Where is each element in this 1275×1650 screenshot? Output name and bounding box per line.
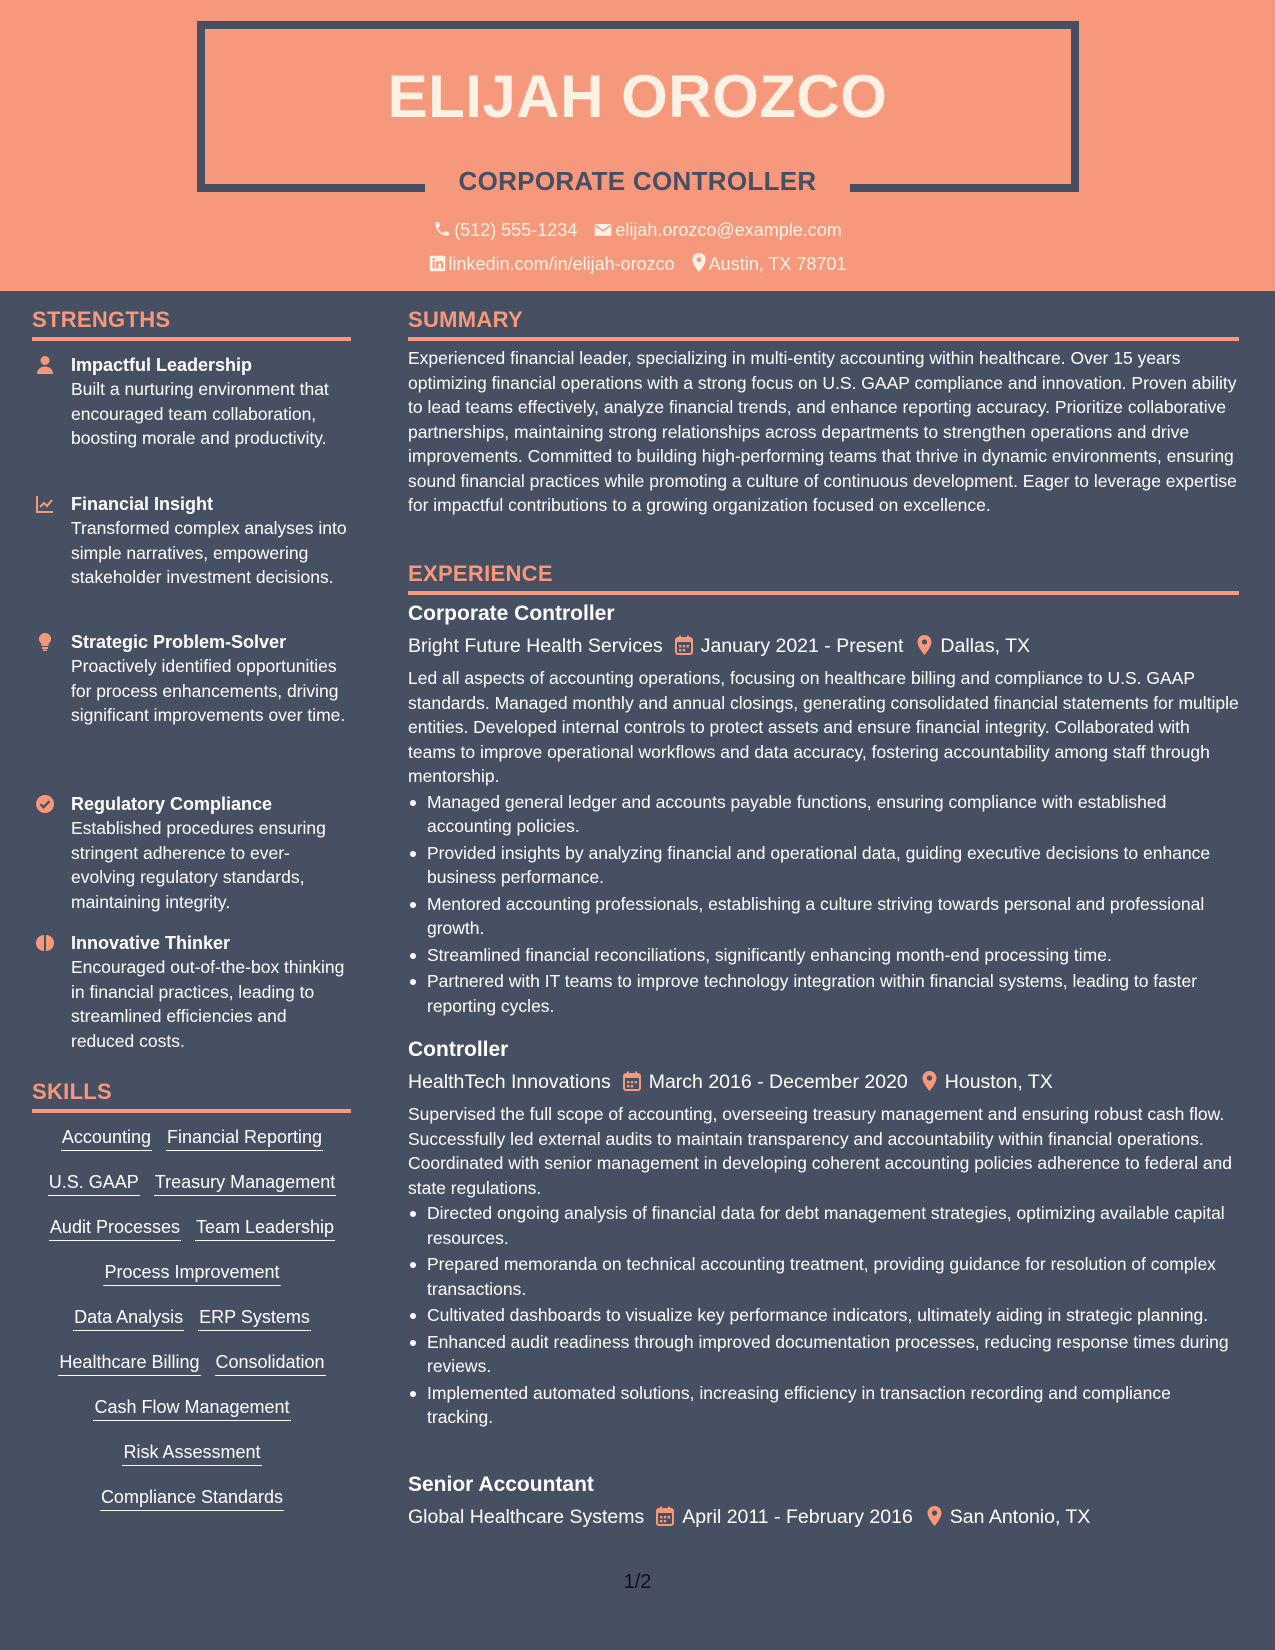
calendar-icon <box>656 1506 674 1526</box>
email-contact[interactable]: elijah.orozco@example.com <box>594 220 841 241</box>
calendar-icon <box>623 1071 641 1091</box>
map-pin-icon <box>927 1506 942 1526</box>
skills-heading: SKILLS <box>32 1079 113 1104</box>
job-bullet: Cultivated dashboards to visualize key performance indicators, ultimately aiding in strategic planning. <box>408 1303 1240 1328</box>
job-role: Senior Accountant <box>408 1473 594 1496</box>
job-bullet: Implemented automated solutions, increasing efficiency in transaction recording and compliance tracking. <box>408 1381 1240 1430</box>
resume-header <box>0 0 1275 291</box>
chart-line-icon <box>35 494 55 514</box>
job-bullet: Mentored accounting professionals, establishing a culture striving towards personal and professional growth. <box>408 892 1240 941</box>
experience-heading: EXPERIENCE <box>408 561 553 586</box>
contact-row <box>0 253 1275 275</box>
skill-tag: Data Analysis <box>73 1304 184 1331</box>
strength-title: Financial Insight <box>71 494 214 514</box>
job-company: Global Healthcare Systems <box>408 1506 645 1528</box>
job-bullet: Prepared memoranda on technical accounting treatment, providing guidance for resolution of complex transactions. <box>408 1252 1240 1301</box>
job-dates: January 2021 - Present <box>700 635 904 657</box>
job-meta <box>408 630 1240 662</box>
calendar-icon <box>675 635 693 655</box>
job-description: Supervised the full scope of accounting, overseeing treasury management and ensuring robust cash flow. Successfully led external audits to maintain transparency and accountability within financial operations. Coordinated with senior management in developing coherent accounting policies adherence to federal and state regulations. <box>408 1104 1233 1198</box>
job-location: Dallas, TX <box>940 635 1030 657</box>
skill-tag: Process Improvement <box>103 1259 280 1286</box>
job-dates: March 2016 - December 2020 <box>648 1071 908 1093</box>
phone-icon <box>433 220 451 238</box>
skill-tag: Consolidation <box>215 1349 326 1376</box>
skill-tag: Compliance Standards <box>100 1484 284 1511</box>
candidate-name: ELIJAH OROZCO <box>387 63 888 130</box>
skills-list <box>32 1122 352 1527</box>
strength-description: Built a nurturing environment that encouraged team collaboration, boosting morale and productivity. <box>71 379 329 448</box>
strength-item <box>32 492 352 590</box>
skill-tag: Treasury Management <box>154 1169 336 1196</box>
page-number: 1/2 <box>623 1571 652 1593</box>
location-contact: Austin, TX 78701 <box>692 253 847 275</box>
summary-text: Experienced financial leader, specializing in multi-entity accounting within healthcare. Over 15 years optimizing financial operations with a strong focus on U.S. GAAP compliance and innovation. Proven ability to lead teams effectively, analyze financial trends, and enhance reporting accuracy. Prioritize collaborative partnerships, maintaining strong relationships across departments to strengthen operations and drive improvements. Committed to building high-performing teams that thrive in dynamic environments, ensuring sound financial practices while promoting a culture of continuous development. Eager to leverage expertise for impactful contributions to a growing organization focused on excellence. <box>408 348 1237 515</box>
job-entry <box>408 600 1240 1020</box>
candidate-title: CORPORATE CONTROLLER <box>458 166 817 196</box>
strength-item <box>32 931 352 1053</box>
job-bullet: Managed general ledger and accounts payable functions, ensuring compliance with established accounting policies. <box>408 790 1240 839</box>
job-entry <box>408 1471 1240 1533</box>
job-entry <box>408 1036 1240 1432</box>
map-pin-icon <box>692 253 706 272</box>
skill-tag: U.S. GAAP <box>48 1169 140 1196</box>
summary-divider <box>408 337 1239 341</box>
strength-description: Established procedures ensuring stringent adherence to ever-evolving regulatory standards, maintaining integrity. <box>71 818 326 912</box>
map-pin-icon <box>922 1071 937 1091</box>
check-circle-icon <box>35 794 55 814</box>
strength-item <box>32 353 352 451</box>
job-role: Corporate Controller <box>408 602 615 625</box>
strength-title: Impactful Leadership <box>71 355 253 375</box>
strength-item <box>32 792 352 914</box>
strengths-divider <box>32 337 351 341</box>
envelope-icon <box>594 222 612 238</box>
job-location: Houston, TX <box>944 1071 1053 1093</box>
skill-tag: Financial Reporting <box>166 1124 323 1151</box>
skill-tag: Audit Processes <box>49 1214 181 1241</box>
job-company: Bright Future Health Services <box>408 635 663 657</box>
summary-heading: SUMMARY <box>408 307 523 332</box>
strength-description: Encouraged out-of-the-box thinking in financial practices, leading to streamlined efficiencies and reduced costs. <box>71 957 345 1051</box>
strength-description: Transformed complex analyses into simple narratives, empowering stakeholder investment decisions. <box>71 518 347 587</box>
skill-tag: Team Leadership <box>195 1214 335 1241</box>
job-description: Led all aspects of accounting operations, focusing on healthcare billing and compliance to U.S. GAAP standards. Managed monthly and annual closings, generating consolidated financial statements for multiple entities. Developed internal controls to protect assets and ensure financial integrity. Collaborated with teams to improve operational workflows and data accuracy, fostering accountability among staff through mentorship. <box>408 668 1239 786</box>
job-bullet: Provided insights by analyzing financial and operational data, guiding executive decisions to enhance business performance. <box>408 841 1240 890</box>
job-bullet: Streamlined financial reconciliations, significantly enhancing month-end processing time. <box>408 943 1240 968</box>
strength-title: Innovative Thinker <box>71 933 231 953</box>
skill-tag: Healthcare Billing <box>58 1349 200 1376</box>
job-bullet: Directed ongoing analysis of financial data for debt management strategies, optimizing available capital resources. <box>408 1201 1240 1250</box>
linkedin-icon <box>429 255 446 272</box>
strength-description: Proactively identified opportunities for process enhancements, driving significant improvements over time. <box>71 656 346 725</box>
strength-title: Strategic Problem-Solver <box>71 632 287 652</box>
strength-item <box>32 630 352 728</box>
experience-divider <box>408 591 1239 595</box>
job-company: HealthTech Innovations <box>408 1071 611 1093</box>
skill-tag: Risk Assessment <box>122 1439 261 1466</box>
phone-contact[interactable]: (512) 555-1234 <box>433 220 577 241</box>
strengths-heading: STRENGTHS <box>32 307 171 332</box>
job-meta <box>408 1501 1240 1533</box>
person-icon <box>35 355 55 375</box>
lightbulb-icon <box>35 632 55 652</box>
job-bullet-list <box>408 790 1240 1019</box>
job-meta <box>408 1066 1240 1098</box>
skill-tag: Accounting <box>61 1124 152 1151</box>
map-pin-icon <box>917 635 932 655</box>
brain-icon <box>35 933 55 953</box>
strength-title: Regulatory Compliance <box>71 794 273 814</box>
job-role: Controller <box>408 1038 509 1061</box>
job-bullet: Partnered with IT teams to improve technology integration within financial systems, leading to faster reporting cycles. <box>408 969 1240 1018</box>
job-bullet: Enhanced audit readiness through improved documentation processes, reducing response times during reviews. <box>408 1330 1240 1379</box>
skill-tag: Cash Flow Management <box>93 1394 290 1421</box>
contact-row <box>0 220 1275 241</box>
linkedin-contact[interactable]: linkedin.com/in/elijah-orozco <box>429 254 675 275</box>
skill-tag: ERP Systems <box>198 1304 311 1331</box>
job-location: San Antonio, TX <box>949 1506 1091 1528</box>
job-bullet-list <box>408 1201 1240 1430</box>
skills-divider <box>32 1109 351 1113</box>
job-dates: April 2011 - February 2016 <box>682 1506 913 1528</box>
